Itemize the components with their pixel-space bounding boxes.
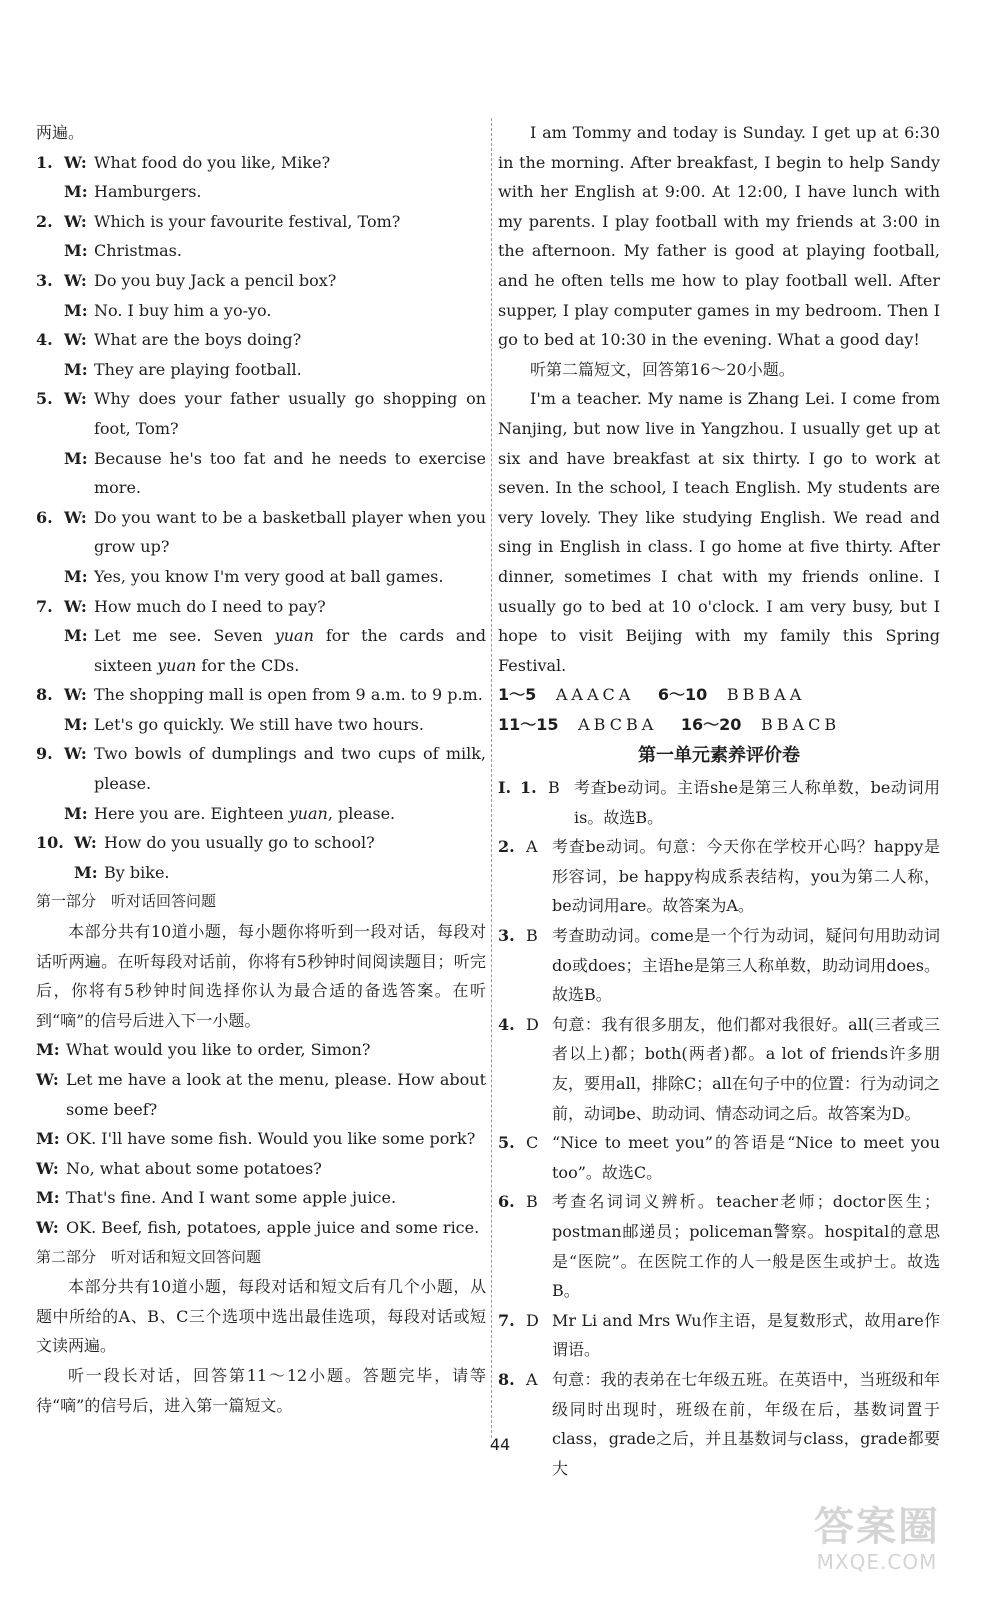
- item-explanation: 考查be动词。主语she是第三人称单数，be动词用is。故选B。: [574, 778, 940, 827]
- dialogue-line: [36, 562, 486, 592]
- question-number: 8.: [36, 685, 53, 705]
- dialogue: [36, 148, 486, 207]
- item-explanation: Mr Li and Mrs Wu作主语，是复数形式，故用are作谓语。: [552, 1310, 940, 1360]
- line-text: Do you buy Jack a pencil box?: [94, 270, 337, 290]
- dialogue-line: [36, 1213, 486, 1243]
- speaker: W:: [64, 330, 87, 350]
- dialogues-1-6: [36, 148, 486, 592]
- left-column: [36, 118, 486, 1420]
- item-number: 2.: [498, 837, 515, 857]
- dialogue-9: [36, 739, 486, 828]
- line-text: Two bowls of dumplings and two cups of milk, please.: [94, 744, 486, 794]
- answer-key-row-1: [498, 680, 940, 710]
- item-number: 7.: [498, 1310, 515, 1330]
- dialogue-line: [36, 1065, 486, 1124]
- explanation-item: [498, 1306, 940, 1365]
- dialogue-line: [36, 177, 486, 207]
- part2-description: 本部分共有10道小题，每段对话和短文后有几个小题，从题中所给的A、B、C三个选项中选出最佳选项，每段对话或短文读两遍。: [36, 1277, 486, 1356]
- speaker: M:: [64, 241, 88, 261]
- explanation-item: [498, 1010, 940, 1128]
- watermark-title: 答案圈: [814, 1504, 940, 1550]
- speaker: M:: [64, 626, 88, 646]
- speaker: M:: [64, 359, 88, 379]
- item-explanation: 句意：我的表弟在七年级五班。在英语中，当班级和年级同时出现时，班级在前，年级在后，基数词置于class，grade之后，并且基数词与class，grade都要大: [552, 1369, 940, 1478]
- passage-1: I am Tommy and today is Sunday. I get up at 6:30 in the morning. After breakfast, I begin to help Sandy with her English at 9:00. At 12:00, I have lunch with my parents. I play football with my friends at 3:00 in the afternoon. My father is good at playing football, and he often tells me how to play football well. After supper, I play computer games in my bedroom. Then I go to bed at 10:30 in the evening. What a good day!: [498, 123, 940, 350]
- page-number: 44: [489, 1435, 511, 1454]
- question-number: 3.: [36, 270, 53, 290]
- explanation-item: [498, 773, 940, 832]
- line-text: Do you want to be a basketball player when you grow up?: [94, 507, 486, 557]
- speaker: W:: [64, 507, 87, 527]
- item-explanation: 句意：我有很多朋友，他们都对我很好。all(三者或三者以上)都；both(两者)都。a lot of friends许多朋友，要用all，排除C；all在句子中的位置：行为动词之前，动词be、助动词、情态动词之后。故答案为D。: [552, 1014, 940, 1123]
- dialogue-line: [36, 444, 486, 503]
- dialogue: [36, 207, 486, 266]
- line-text: What would you like to order, Simon?: [66, 1040, 371, 1060]
- line-text: By bike.: [104, 862, 170, 882]
- item-number: 4.: [498, 1014, 515, 1034]
- item-answer: D: [526, 1310, 539, 1330]
- question-number: 1.: [36, 152, 53, 172]
- item-number: 8.: [498, 1369, 515, 1389]
- dialogue-line: [36, 503, 486, 562]
- line-text: What are the boys doing?: [94, 330, 302, 350]
- item-number: 3.: [498, 926, 515, 946]
- item-answer: A: [526, 837, 538, 857]
- speaker: W:: [74, 833, 97, 853]
- section-roman: Ⅰ.: [498, 778, 512, 798]
- speaker: M:: [64, 566, 88, 586]
- speaker: W:: [64, 389, 87, 409]
- line-text: Why does your father usually go shopping on foot, Tom?: [94, 389, 486, 438]
- speaker: M:: [64, 714, 88, 734]
- line-text: Hamburgers.: [94, 182, 202, 202]
- question-number: 6.: [36, 507, 53, 527]
- dialogue-line: [36, 325, 486, 355]
- dialogue-line: [36, 148, 486, 178]
- answer-sequence: BBACB: [761, 714, 841, 734]
- speaker: W:: [64, 596, 87, 616]
- dialogue: [36, 503, 486, 592]
- question-number: 4.: [36, 330, 53, 350]
- part1-description: 本部分共有10道小题，每小题你将听到一段对话，每段对话听两遍。在听每段对话前，你将有5秒钟时间阅读题目；听完后，你将有5秒钟时间选择你认为最合适的备选答案。在听到“嘀”的信号后进入下一小题。: [36, 922, 486, 1030]
- dialogue-line: [36, 207, 486, 237]
- line-text: They are playing football.: [94, 359, 302, 379]
- dialogue-7: [36, 592, 486, 681]
- explanation-item: [498, 921, 940, 1010]
- part1-dialogue: [36, 1035, 486, 1242]
- question-number: 7.: [36, 596, 53, 616]
- intro-end: 两遍。: [36, 123, 85, 142]
- line-text: No. I buy him a yo-yo.: [94, 300, 272, 320]
- dialogue: [36, 384, 486, 502]
- dialogue-8: [36, 680, 486, 739]
- dialogue-line: [36, 1035, 486, 1065]
- right-column: [498, 118, 940, 1483]
- question-number: 9.: [36, 744, 53, 764]
- speaker: W:: [36, 1070, 59, 1089]
- line-text: Let me have a look at the menu, please. How about some beef?: [66, 1070, 486, 1119]
- line-text: How do you usually go to school?: [104, 833, 375, 853]
- dialogue-line: [36, 680, 486, 710]
- speaker: W:: [64, 152, 87, 172]
- speaker: M:: [36, 1040, 60, 1060]
- dialogue-line: [36, 1154, 486, 1184]
- item-answer: A: [526, 1369, 538, 1389]
- answer-explanations: [498, 773, 940, 1483]
- answer-sequence: ABCBA: [578, 714, 658, 734]
- dialogue-line: [36, 1124, 486, 1154]
- dialogue-line: [36, 710, 486, 740]
- item-answer: B: [526, 926, 538, 946]
- line-text: Which is your favourite festival, Tom?: [94, 211, 401, 231]
- line-text: Because he's too fat and he needs to exercise more.: [94, 448, 486, 498]
- explanation-item: [498, 832, 940, 921]
- speaker: M:: [64, 300, 88, 320]
- answer-range: 6～10: [657, 685, 708, 705]
- watermark-logo: [772, 1505, 982, 1585]
- explanation-item: [498, 1365, 940, 1483]
- speaker: W:: [64, 211, 87, 231]
- line-text: The shopping mall is open from 9 a.m. to 9 p.m.: [94, 685, 483, 705]
- dialogue-line: [36, 355, 486, 385]
- line-text: Christmas.: [94, 241, 182, 261]
- dialogue-line: [36, 828, 486, 858]
- dialogue: [36, 266, 486, 325]
- line-text: How much do I need to pay?: [94, 596, 326, 616]
- item-explanation: “Nice to meet you”的答语是“Nice to meet you too”。故选C。: [552, 1133, 940, 1182]
- speaker: M:: [64, 448, 88, 468]
- answer-range: 16～20: [680, 714, 742, 734]
- watermark-url: MXQE.COM: [816, 1550, 938, 1574]
- dialogue-10: [36, 828, 486, 887]
- line-text: OK. Beef, fish, potatoes, apple juice and some rice.: [66, 1217, 480, 1237]
- item-answer: C: [526, 1133, 539, 1153]
- speaker: M:: [36, 1188, 60, 1208]
- answer-sequence: BBBAA: [726, 685, 806, 705]
- explanation-item: [498, 1187, 940, 1305]
- answer-key-row-2: [498, 710, 940, 740]
- item-answer: B: [526, 1192, 538, 1212]
- column-divider: [491, 118, 492, 1438]
- speaker: W:: [36, 1217, 59, 1237]
- line-text: Yes, you know I'm very good at ball games.: [94, 566, 444, 586]
- item-answer: B: [548, 778, 560, 798]
- part2-description-2: 听一段长对话，回答第11～12小题。答题完毕，请等待“嘀”的信号后，进入第一篇短文。: [36, 1365, 486, 1415]
- section-title: 第一单元素养评价卷: [638, 745, 800, 767]
- item-number: 5.: [498, 1133, 515, 1153]
- answer-range: 1～5: [498, 685, 537, 705]
- dialogue-line: [36, 296, 486, 326]
- item-answer: D: [526, 1014, 539, 1034]
- answer-sequence: AAACA: [555, 685, 635, 705]
- line-text: That's fine. And I want some apple juice.: [66, 1188, 397, 1208]
- line-text: What food do you like, Mike?: [94, 152, 331, 172]
- part2-heading: 第二部分 听对话和短文回答问题: [36, 1247, 262, 1266]
- line-text: Let me see. Seven yuan for the cards and sixteen yuan for the CDs.: [94, 626, 487, 675]
- answer-range: 11～15: [498, 714, 559, 734]
- item-explanation: 考查名词词义辨析。teacher老师；doctor医生；postman邮递员；policeman警察。hospital的意思是“医院”。在医院工作的人一般是医生或护士。故选B。: [552, 1192, 940, 1301]
- item-explanation: 考查助动词。come是一个行为动词，疑问句用助动词do或does；主语he是第三人称单数，助动词用does。故选B。: [552, 926, 940, 1005]
- part1-heading: 第一部分 听对话回答问题: [36, 892, 217, 911]
- line-text: Let's go quickly. We still have two hours.: [94, 714, 424, 734]
- line-text: No, what about some potatoes?: [66, 1158, 322, 1178]
- dialogue-line: [36, 236, 486, 266]
- dialogue: [36, 325, 486, 384]
- speaker: M:: [64, 803, 88, 823]
- dialogue-line: [36, 384, 486, 443]
- speaker: W:: [64, 744, 87, 764]
- line-text: OK. I'll have some fish. Would you like some pork?: [66, 1129, 476, 1149]
- dialogue-line: [36, 266, 486, 296]
- question-number: 10.: [36, 833, 64, 853]
- dialogue-line: [36, 858, 486, 888]
- question-number: 5.: [36, 389, 53, 409]
- speaker: M:: [64, 182, 88, 202]
- speaker: W:: [64, 685, 87, 705]
- item-number: 1.: [520, 778, 537, 798]
- speaker: M:: [74, 862, 98, 882]
- passage-2: I'm a teacher. My name is Zhang Lei. I come from Nanjing, but now live in Yangzhou. I usually get up at six and have breakfast at six thirty. I go to work at seven. In the school, I teach English. My students are very lovely. They like studying English. We read and sing in English in class. I go home at five thirty. After dinner, sometimes I chat with my friends online. I usually go to bed at 10 o'clock. I am very busy, but I hope to visit Beijing with my family this Spring Festival.: [498, 389, 940, 675]
- dialogue-line: [36, 1183, 486, 1213]
- explanation-item: [498, 1128, 940, 1187]
- item-explanation: 考查be动词。句意：今天你在学校开心吗？happy是形容词，be happy构成系表结构，you为第二人称，be动词用are。故答案为A。: [552, 837, 940, 916]
- speaker: W:: [36, 1158, 59, 1178]
- item-number: 6.: [498, 1192, 515, 1212]
- passage-2-intro: 听第二篇短文，回答第16～20小题。: [530, 359, 795, 379]
- question-number: 2.: [36, 211, 53, 231]
- speaker: M:: [36, 1129, 60, 1149]
- speaker: W:: [64, 270, 87, 290]
- line-text: Here you are. Eighteen yuan, please.: [94, 803, 396, 823]
